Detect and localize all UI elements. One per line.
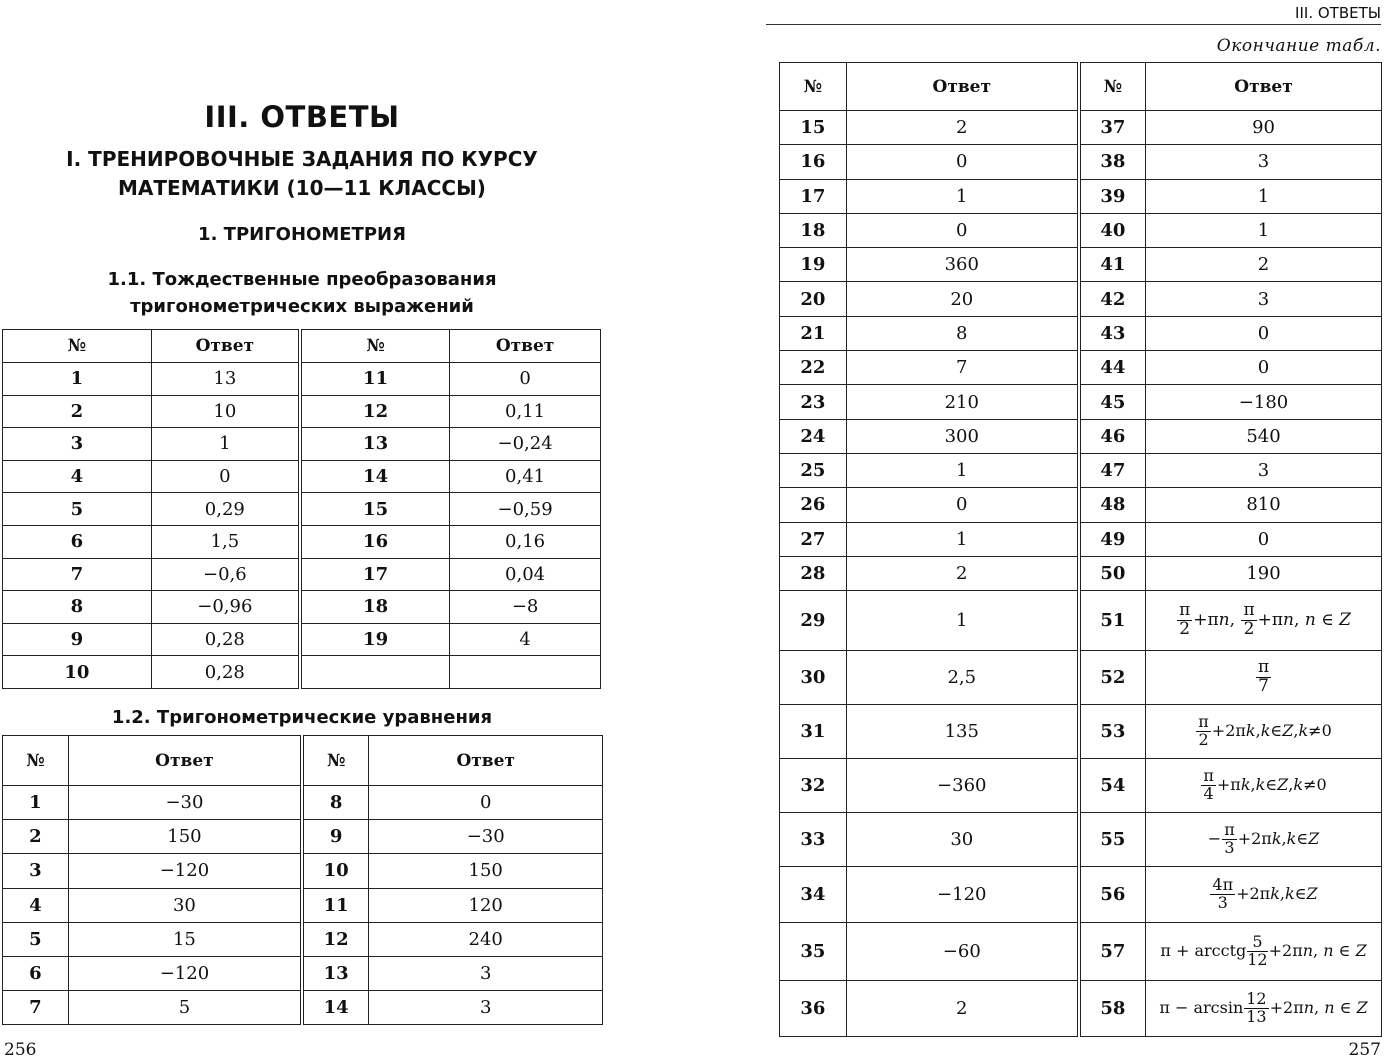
answer-value: 1	[846, 453, 1078, 487]
answer-value: 540	[1146, 419, 1382, 453]
formula-52: $\frac{\pi}{7}$	[1257, 657, 1270, 697]
table-row	[780, 351, 1382, 385]
table-row	[780, 591, 1382, 651]
table-row	[3, 363, 601, 396]
table-row	[3, 888, 603, 922]
task-number: 27	[780, 522, 847, 556]
task-number: 29	[780, 591, 847, 651]
task-number: 40	[1079, 213, 1146, 247]
task-number: 15	[780, 111, 847, 145]
task-number: 58	[1079, 981, 1146, 1037]
header-num: №	[780, 63, 847, 111]
table-row	[3, 656, 601, 689]
task-number: 12	[302, 922, 369, 956]
task-number	[300, 656, 450, 689]
answer-formula	[1146, 591, 1382, 651]
section-heading: 1. ТРИГОНОМЕТРИЯ	[198, 224, 406, 245]
task-number: 39	[1079, 179, 1146, 213]
subsection-heading-1-line1: 1.1. Тождественные преобразования	[107, 269, 497, 290]
answer-value: 190	[1146, 556, 1382, 590]
task-number: 44	[1079, 351, 1146, 385]
answer-value: 1	[1146, 213, 1382, 247]
task-number: 25	[780, 453, 847, 487]
table-row	[780, 488, 1382, 522]
answer-value: 1,5	[151, 525, 300, 558]
answer-value: 0,28	[151, 623, 300, 656]
table-row	[780, 179, 1382, 213]
task-number: 18	[300, 591, 450, 624]
answer-value: 13	[151, 363, 300, 396]
answer-value: 0	[151, 460, 300, 493]
task-number: 5	[3, 493, 152, 526]
formula-53: $\frac{\pi}{2}$ +2πk,k∈Z,k≠0	[1198, 712, 1332, 750]
answer-value: 90	[1146, 111, 1382, 145]
task-number: 38	[1079, 145, 1146, 179]
answer-value: 5	[68, 991, 302, 1025]
task-number: 10	[302, 854, 369, 888]
table-row	[3, 820, 603, 854]
table-row	[780, 145, 1382, 179]
answer-formula	[1146, 705, 1382, 759]
task-number: 45	[1079, 385, 1146, 419]
answer-value: 210	[846, 385, 1078, 419]
task-number: 30	[780, 651, 847, 705]
table-row	[3, 623, 601, 656]
task-number: 57	[1079, 923, 1146, 981]
formula-54: $\frac{\pi}{4}$ +πk,k∈Z,k≠0	[1203, 766, 1327, 804]
answer-value: 135	[846, 705, 1078, 759]
task-number: 35	[780, 923, 847, 981]
task-number: 9	[3, 623, 152, 656]
header-answer: Ответ	[151, 330, 300, 363]
answer-value: −8	[450, 591, 601, 624]
task-number: 13	[300, 428, 450, 461]
answer-value: −30	[369, 820, 603, 854]
answer-value: 3	[369, 956, 603, 990]
task-number: 41	[1079, 248, 1146, 282]
table-row	[3, 460, 601, 493]
task-number: 3	[3, 854, 69, 888]
table-row	[3, 922, 603, 956]
answer-value: 0,16	[450, 525, 601, 558]
table-row	[780, 867, 1382, 923]
header-num: №	[3, 736, 69, 786]
answer-value: 2,5	[846, 651, 1078, 705]
task-number: 33	[780, 813, 847, 867]
table-row	[780, 213, 1382, 247]
task-number: 1	[3, 363, 152, 396]
left-page	[0, 0, 690, 1064]
task-number: 49	[1079, 522, 1146, 556]
table-row	[3, 493, 601, 526]
answer-value: 3	[1146, 145, 1382, 179]
answer-value: 0,41	[450, 460, 601, 493]
answer-value: 0	[846, 213, 1078, 247]
subsection-heading-1-line2: тригонометрических выражений	[130, 296, 474, 317]
task-number: 22	[780, 351, 847, 385]
answer-value	[450, 656, 601, 689]
running-head: III. ОТВЕТЫ	[1295, 4, 1381, 22]
answer-value: 810	[1146, 488, 1382, 522]
table-row	[3, 558, 601, 591]
answer-value: 0	[1146, 351, 1382, 385]
task-number: 36	[780, 981, 847, 1037]
task-number: 52	[1079, 651, 1146, 705]
table-row	[780, 522, 1382, 556]
formula-58: π − arcsin $\frac{12}{13}$ +2πn, n ∈ Z	[1159, 989, 1368, 1027]
formula-56: $\frac{4\pi}{3}$ +2πk,k∈Z	[1212, 875, 1318, 913]
answer-value: 120	[369, 888, 603, 922]
task-number: 8	[302, 786, 369, 820]
table-row	[3, 854, 603, 888]
task-number: 56	[1079, 867, 1146, 923]
task-number: 13	[302, 956, 369, 990]
header-answer: Ответ	[846, 63, 1078, 111]
answer-value: 0,29	[151, 493, 300, 526]
header-num: №	[1079, 63, 1146, 111]
answer-formula	[1146, 923, 1382, 981]
answer-value: 7	[846, 351, 1078, 385]
header-num: №	[302, 736, 369, 786]
answer-value: 8	[846, 316, 1078, 350]
answers-table-1-1	[2, 329, 601, 689]
task-number: 47	[1079, 453, 1146, 487]
subsection-heading-2: 1.2. Тригонометрические уравнения	[111, 707, 493, 728]
task-number: 37	[1079, 111, 1146, 145]
task-number: 14	[300, 460, 450, 493]
answers-table-1-2	[2, 735, 603, 1025]
answer-formula	[1146, 651, 1382, 705]
table-row	[3, 428, 601, 461]
task-number: 10	[3, 656, 152, 689]
header-num: №	[300, 330, 450, 363]
answer-value: 150	[68, 820, 302, 854]
answer-formula	[1146, 813, 1382, 867]
answer-value: 3	[369, 991, 603, 1025]
answer-value: −120	[68, 854, 302, 888]
table-row	[3, 591, 601, 624]
task-number: 14	[302, 991, 369, 1025]
answer-value: 20	[846, 282, 1078, 316]
answer-value: −0,24	[450, 428, 601, 461]
task-number: 17	[300, 558, 450, 591]
answer-value: 0,11	[450, 395, 601, 428]
answer-value: 3	[1146, 282, 1382, 316]
answer-formula	[1146, 867, 1382, 923]
answer-value: 0	[846, 145, 1078, 179]
table-row	[780, 556, 1382, 590]
header-rule	[766, 24, 1381, 25]
task-number: 16	[300, 525, 450, 558]
task-number: 5	[3, 922, 69, 956]
answers-table-continued	[779, 62, 1382, 1037]
task-number: 7	[3, 558, 152, 591]
table-row	[3, 991, 603, 1025]
answer-value: 0,04	[450, 558, 601, 591]
answer-value: 240	[369, 922, 603, 956]
task-number: 7	[3, 991, 69, 1025]
table-row	[780, 385, 1382, 419]
task-number: 20	[780, 282, 847, 316]
table-row	[780, 759, 1382, 813]
answer-value: 1	[846, 591, 1078, 651]
answer-value: 15	[68, 922, 302, 956]
answer-value: 150	[369, 854, 603, 888]
table-row	[780, 813, 1382, 867]
task-number: 17	[780, 179, 847, 213]
answer-value: 30	[846, 813, 1078, 867]
answer-value: 2	[846, 556, 1078, 590]
table-row	[780, 316, 1382, 350]
task-number: 53	[1079, 705, 1146, 759]
task-number: 46	[1079, 419, 1146, 453]
answer-value: −360	[846, 759, 1078, 813]
task-number: 11	[300, 363, 450, 396]
answer-value: 0	[450, 363, 601, 396]
page-title: III. ОТВЕТЫ	[204, 100, 400, 134]
answer-value: 1	[151, 428, 300, 461]
table-row	[3, 525, 601, 558]
answer-value: 2	[846, 981, 1078, 1037]
task-number: 32	[780, 759, 847, 813]
task-number: 34	[780, 867, 847, 923]
task-number: 18	[780, 213, 847, 247]
answer-value: 1	[1146, 179, 1382, 213]
part-heading-line1: I. ТРЕНИРОВОЧНЫЕ ЗАДАНИЯ ПО КУРСУ	[66, 147, 538, 171]
right-page	[690, 0, 1387, 1064]
part-heading	[0, 145, 604, 203]
table-row	[780, 282, 1382, 316]
header-answer: Ответ	[68, 736, 302, 786]
task-number: 2	[3, 395, 152, 428]
formula-57: π + arcctg $\frac{5}{12}$ +2πn, n ∈ Z	[1160, 932, 1367, 970]
task-number: 3	[3, 428, 152, 461]
subsection-heading-1	[0, 266, 604, 320]
task-number: 54	[1079, 759, 1146, 813]
header-num: №	[3, 330, 152, 363]
task-number: 23	[780, 385, 847, 419]
formula-55: − $\frac{\pi}{3}$ +2πk,k∈Z	[1207, 820, 1320, 858]
table-row	[780, 419, 1382, 453]
answer-value: 4	[450, 623, 601, 656]
task-number: 9	[302, 820, 369, 854]
task-number: 28	[780, 556, 847, 590]
answer-value: −0,96	[151, 591, 300, 624]
task-number: 19	[780, 248, 847, 282]
answer-value: 0	[846, 488, 1078, 522]
answer-value: −60	[846, 923, 1078, 981]
answer-value: 2	[846, 111, 1078, 145]
answer-value: −120	[846, 867, 1078, 923]
answer-value: 2	[1146, 248, 1382, 282]
answer-value: 0	[1146, 522, 1382, 556]
header-answer: Ответ	[1146, 63, 1382, 111]
header-answer: Ответ	[450, 330, 601, 363]
answer-value: 360	[846, 248, 1078, 282]
table-row	[780, 923, 1382, 981]
answer-value: 0,28	[151, 656, 300, 689]
answer-value: 1	[846, 522, 1078, 556]
table-row	[3, 786, 603, 820]
answer-value: −30	[68, 786, 302, 820]
answer-value: 300	[846, 419, 1078, 453]
task-number: 55	[1079, 813, 1146, 867]
task-number: 51	[1079, 591, 1146, 651]
table-row	[780, 651, 1382, 705]
table-row	[780, 981, 1382, 1037]
task-number: 42	[1079, 282, 1146, 316]
answer-value: −180	[1146, 385, 1382, 419]
table-row	[780, 248, 1382, 282]
answer-value: −0,6	[151, 558, 300, 591]
page-number-right: 257	[1348, 1040, 1381, 1060]
formula-51: $\frac{\pi}{2}$ +πn, $\frac{\pi}{2}$ +πn, n ∈ Z	[1179, 600, 1351, 640]
answer-value: −120	[68, 956, 302, 990]
task-number: 15	[300, 493, 450, 526]
table-row	[3, 395, 601, 428]
answer-value: 30	[68, 888, 302, 922]
task-number: 11	[302, 888, 369, 922]
task-number: 24	[780, 419, 847, 453]
answer-value: 0	[369, 786, 603, 820]
task-number: 26	[780, 488, 847, 522]
task-number: 16	[780, 145, 847, 179]
task-number: 50	[1079, 556, 1146, 590]
answer-formula	[1146, 759, 1382, 813]
task-number: 12	[300, 395, 450, 428]
answer-formula	[1146, 981, 1382, 1037]
answer-value: 3	[1146, 453, 1382, 487]
task-number: 21	[780, 316, 847, 350]
task-number: 4	[3, 888, 69, 922]
answer-value: −0,59	[450, 493, 601, 526]
task-number: 6	[3, 956, 69, 990]
task-number: 4	[3, 460, 152, 493]
table-continuation-label: Окончание табл.	[1216, 36, 1381, 56]
table-row	[3, 956, 603, 990]
answer-value: 10	[151, 395, 300, 428]
task-number: 48	[1079, 488, 1146, 522]
table-row	[780, 453, 1382, 487]
answer-value: 0	[1146, 316, 1382, 350]
answer-value: 1	[846, 179, 1078, 213]
part-heading-line2: МАТЕМАТИКИ (10—11 КЛАССЫ)	[118, 176, 486, 200]
table-row	[780, 705, 1382, 759]
header-answer: Ответ	[369, 736, 603, 786]
task-number: 8	[3, 591, 152, 624]
task-number: 31	[780, 705, 847, 759]
task-number: 19	[300, 623, 450, 656]
task-number: 6	[3, 525, 152, 558]
task-number: 43	[1079, 316, 1146, 350]
table-row	[780, 111, 1382, 145]
task-number: 2	[3, 820, 69, 854]
page-number-left: 256	[4, 1040, 37, 1060]
task-number: 1	[3, 786, 69, 820]
